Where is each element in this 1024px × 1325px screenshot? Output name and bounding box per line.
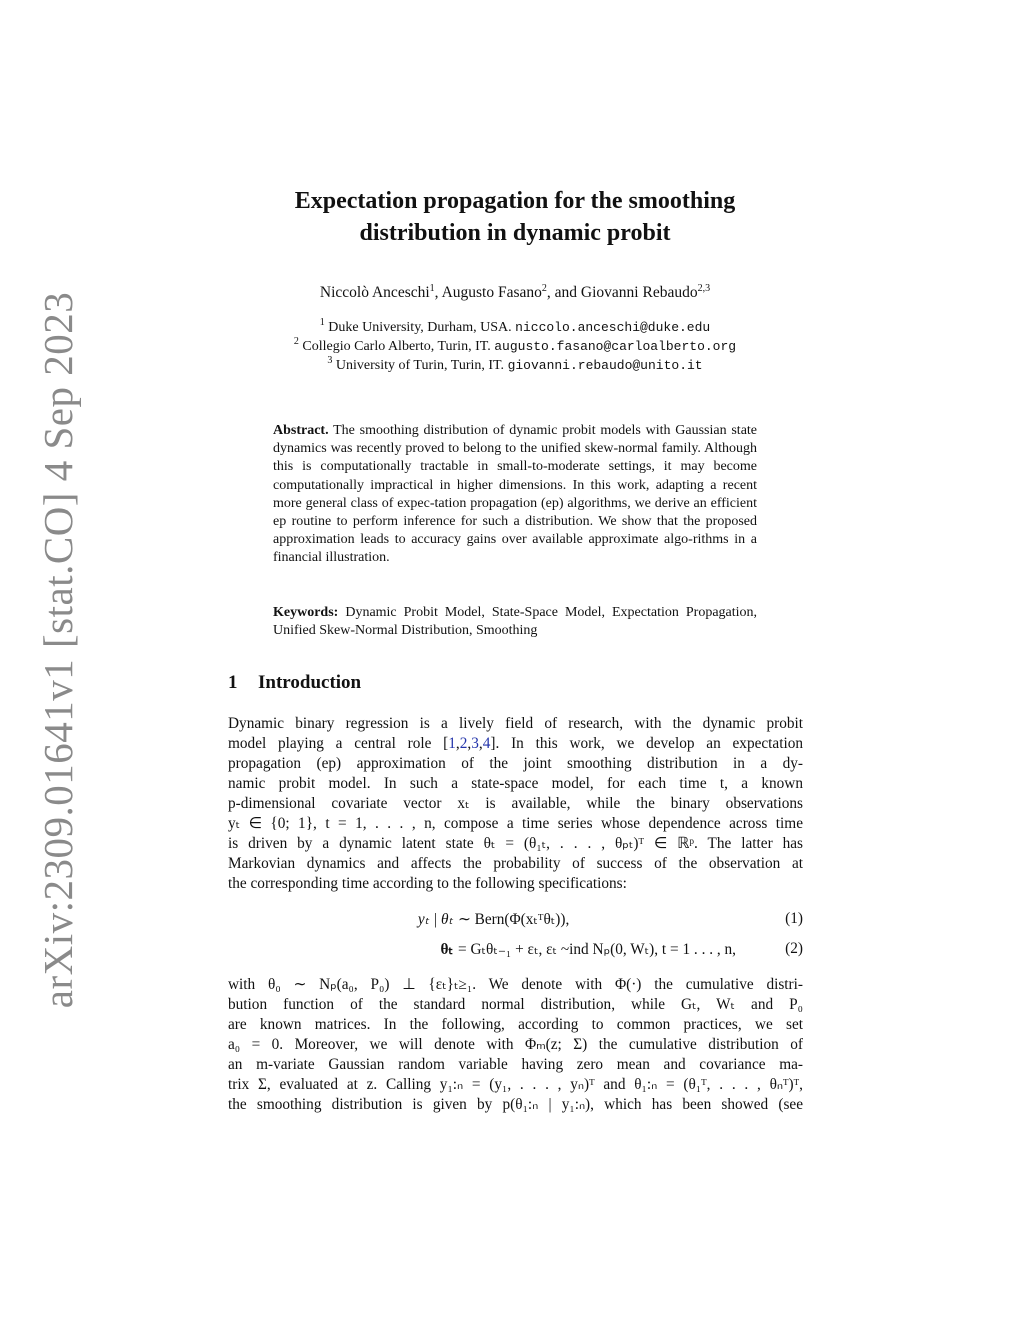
intro-line: namic probit model. In such a state-space model, for each time t, a known xyxy=(228,775,803,792)
email-link-3[interactable]: giovanni.rebaudo@unito.it xyxy=(507,358,703,373)
abstract-line: skew-normal family. Although this is computationally tractable in small- xyxy=(273,441,758,475)
equation-2-rhs: = Gₜθₜ₋₁ + εₜ, εₜ ~ind Nₚ(0, Wₜ), t = 1 . . . , n, xyxy=(458,941,736,958)
intro-line: is driven by a dynamic latent state θₜ = (θ₁ₜ, . . . , θₚₜ)ᵀ ∈ ℝᵖ. The latter has xyxy=(228,835,803,852)
affiliation-1-num: 1 xyxy=(319,317,325,328)
affiliation-3-text: University of Turin, Turin, IT. xyxy=(335,358,505,373)
body-line: an m-variate Gaussian random variable having zero mean and covariance ma- xyxy=(228,1056,803,1073)
citation-link[interactable]: 2 xyxy=(459,735,468,752)
intro-line: propagation (ep) approximation of the joint smoothing distribution in a dy- xyxy=(228,755,803,772)
abstract-line: to-moderate settings, it may become computationally impractical in higher xyxy=(273,459,757,493)
author-1: Niccolò Anceschi xyxy=(319,284,430,301)
abstract-line: Gaussian state dynamics was recently proved to belong to the unified xyxy=(273,423,758,457)
abstract-line: dimensions. In this work, adapting a recent more general class of expec- xyxy=(273,477,758,511)
title-line-1: Expectation propagation for the smoothing xyxy=(294,188,736,214)
equation-2-number: (2) xyxy=(785,940,803,957)
author-3: Giovanni Rebaudo xyxy=(580,284,698,301)
intro-line: yₜ ∈ {0; 1}, t = 1, . . . , n, compose a time series whose dependence across time xyxy=(228,815,803,832)
paper-title xyxy=(228,185,802,249)
keywords-line-1: Dynamic Probit Model, State-Space Model, Expectation xyxy=(345,605,679,620)
abstract xyxy=(273,422,757,568)
section-heading xyxy=(228,672,802,694)
equation-1 xyxy=(228,910,803,932)
abstract-line: tation propagation (ep) algorithms, we derive an efficient ep routine to xyxy=(273,495,757,530)
keywords-line-2: Propagation, Unified Skew-Normal Distribution, Smoothing xyxy=(273,605,758,639)
intro-paragraph xyxy=(228,714,803,894)
intro-line: the corresponding time according to the following specifications: xyxy=(228,875,627,892)
author-2: Augusto Fasano xyxy=(441,284,542,301)
body-line: bution function of the standard normal distribution, while Gₜ, Wₜ and P₀ xyxy=(228,996,803,1013)
affiliation-3 xyxy=(228,356,802,375)
intro-line-part: ]. In this work, we develop an expectation xyxy=(490,735,804,752)
affiliation-1 xyxy=(228,318,802,337)
abstract-line: perform inference for such a distribution. We show that the proposed xyxy=(352,514,758,530)
continuation-paragraph xyxy=(228,975,803,1115)
email-link-1[interactable]: niccolo.anceschi@duke.edu xyxy=(515,320,711,335)
abstract-line: approximation leads to accuracy gains over available approximate algo- xyxy=(273,532,693,548)
citation-link[interactable]: 4 xyxy=(482,735,491,752)
intro-line: p-dimensional covariate vector xₜ is available, while the binary observations xyxy=(228,795,803,812)
intro-line: Dynamic binary regression is a lively field of research, with the dynamic probit xyxy=(228,715,803,732)
keywords-label: Keywords: xyxy=(273,605,339,620)
body-line: the smoothing distribution is given by p(θ₁:ₙ | y₁:ₙ), which has been showed (see xyxy=(228,1096,803,1113)
equation-2-lhs: θₜ xyxy=(440,941,453,958)
intro-line-citations: model playing a central role [1,2,3,4]. In this work, we develop an expectation xyxy=(228,735,804,752)
abstract-line: rithms in a financial illustration. xyxy=(273,532,757,566)
affiliation-2-text: Collegio Carlo Alberto, Turin, IT. xyxy=(302,339,491,354)
affiliations xyxy=(228,318,802,375)
body-line: with θ₀ ∼ Nₚ(a₀, P₀) ⊥ {εₜ}ₜ≥₁. We denote with Φ(·) the cumulative distri- xyxy=(228,976,803,993)
author-3-affil: 2,3 xyxy=(697,283,711,294)
abstract-line: The smoothing distribution of dynamic probit models with xyxy=(333,423,671,438)
equation-1-lhs: yₜ | θₜ xyxy=(417,911,453,928)
author-1-affil: 1 xyxy=(429,283,435,294)
abstract-label: Abstract. xyxy=(273,423,329,438)
author-2-affil: 2 xyxy=(541,283,547,294)
arxiv-identifier[interactable]: arXiv:2309.01641v1 [stat.CO] 4 Sep 2023 xyxy=(35,291,81,1009)
author-list: Niccolò Anceschi$^1$, Augusto Fasano$^2$, and Giovanni Rebaudo$^{2,3}$ xyxy=(319,283,711,301)
body-line: are known matrices. In the following, according to common practices, we set xyxy=(228,1016,803,1033)
body-line: a₀ = 0. Moreover, we will denote with Φₘ(z; Σ) the cumulative distribution of xyxy=(228,1036,803,1053)
affiliation-1-text: Duke University, Durham, USA. xyxy=(328,320,512,335)
title-line-2: distribution in dynamic probit xyxy=(359,220,671,246)
intro-line: Markovian dynamics and affects the probability of success of the observation at xyxy=(228,855,803,872)
section-number: 1 xyxy=(228,672,238,693)
equation-1-number: (1) xyxy=(785,910,803,927)
body-line: trix Σ, evaluated at z. Calling y₁:ₙ = (y₁, . . . , yₙ)ᵀ and θ₁:ₙ = (θ₁ᵀ, . . . , θₙᵀ)ᵀ, xyxy=(228,1076,803,1093)
affiliation-2 xyxy=(228,337,802,356)
affiliation-3-num: 3 xyxy=(327,355,333,366)
equation-2 xyxy=(228,940,803,962)
section-title: Introduction xyxy=(258,672,362,693)
keywords xyxy=(273,604,757,640)
citation-link[interactable]: 1 xyxy=(448,735,456,752)
intro-line-part: model playing a central role [ xyxy=(228,735,449,752)
affiliation-2-num: 2 xyxy=(293,336,299,347)
equation-1-rhs: ∼ Bern(Φ(xₜᵀθₜ)), xyxy=(458,911,570,928)
citation-link[interactable]: 3 xyxy=(471,735,479,752)
email-link-2[interactable]: augusto.fasano@carloalberto.org xyxy=(494,339,737,354)
